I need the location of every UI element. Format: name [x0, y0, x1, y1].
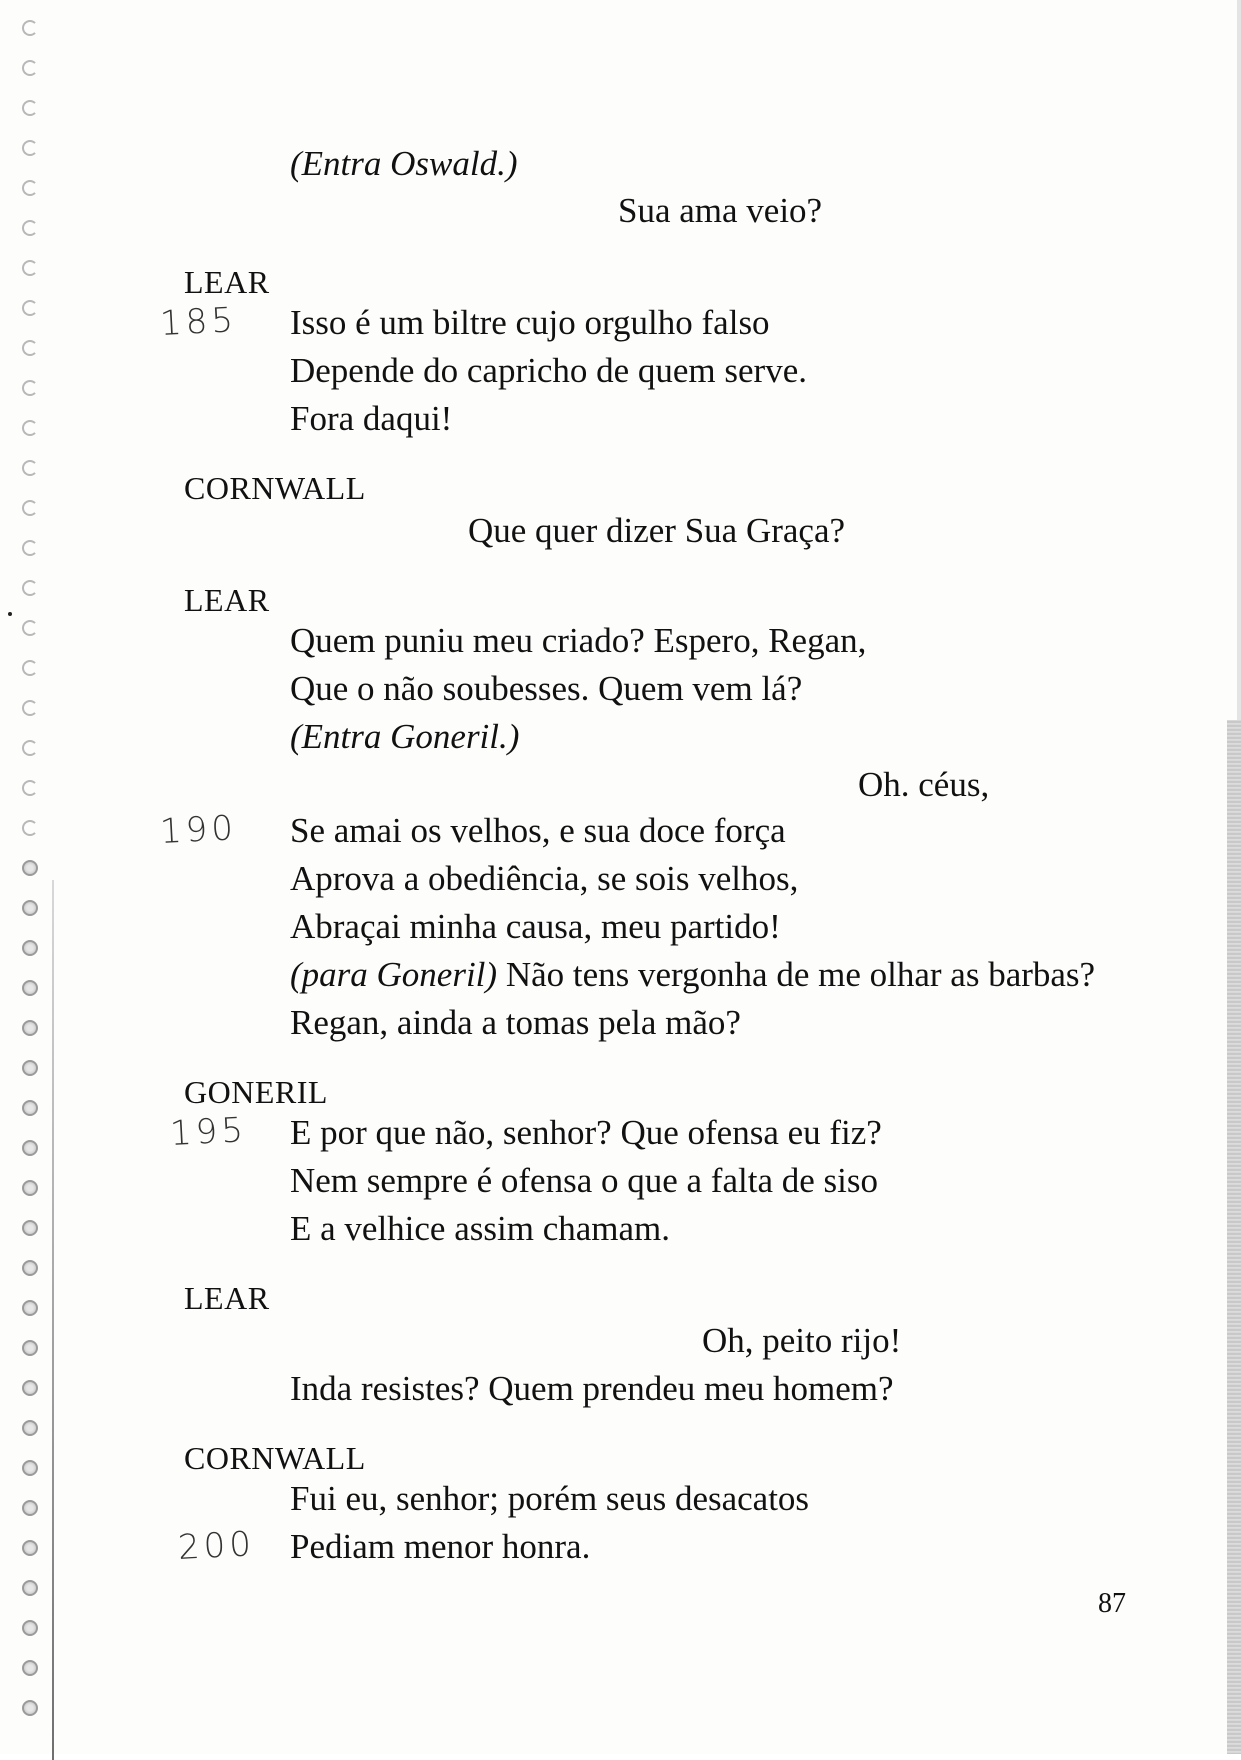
speaker-lear: LEAR [184, 582, 270, 618]
speaker-cornwall: CORNWALL [184, 470, 366, 506]
verse-line: Fui eu, senhor; porém seus desacatos [290, 1479, 810, 1518]
handwritten-line-number-185: 185 [159, 300, 238, 344]
verse-line: Oh, peito rijo! [702, 1321, 902, 1360]
verse-line: Pediam menor honra. [290, 1527, 591, 1566]
speaker-lear: LEAR [184, 1280, 270, 1316]
verse-line [290, 954, 1095, 996]
stage-direction-para-goneril: (para Goneril) [290, 955, 498, 994]
verse-line: Se amai os velhos, e sua doce força [290, 811, 786, 850]
verse-line: Isso é um biltre cujo orgulho falso [290, 303, 770, 342]
verse-line: Fora daqui! [290, 399, 453, 438]
verse-line: Sua ama veio? [618, 191, 823, 230]
handwritten-line-number-190: 190 [159, 808, 238, 852]
page-number: 87 [1098, 1588, 1126, 1619]
handwritten-line-number-195: 195 [169, 1110, 248, 1154]
speaker-goneril: GONERIL [184, 1074, 328, 1110]
handwritten-line-number-200: 200 [177, 1524, 256, 1568]
verse-line: Nem sempre é ofensa o que a falta de siso [290, 1161, 878, 1200]
verse-line: Quem puniu meu criado? Espero, Regan, [290, 621, 867, 660]
verse-line: Depende do capricho de quem serve. [290, 351, 808, 390]
verse-line: Que quer dizer Sua Graça? [468, 511, 846, 550]
verse-line: Inda resistes? Quem prendeu meu homem? [290, 1369, 894, 1408]
verse-line: E por que não, senhor? Que ofensa eu fiz? [290, 1113, 882, 1152]
speaker-cornwall: CORNWALL [184, 1440, 366, 1476]
verse-line: Aprova a obediência, se sois velhos, [290, 859, 799, 898]
verse-line: Que o não soubesses. Quem vem lá? [290, 669, 803, 708]
verse-text: Não tens vergonha de me olhar as barbas? [505, 955, 1096, 994]
stage-direction-oswald: (Entra Oswald.) [290, 144, 518, 183]
speaker-lear: LEAR [184, 264, 270, 300]
verse-line: Abraçai minha causa, meu partido! [290, 907, 781, 946]
stage-direction-goneril: (Entra Goneril.) [290, 717, 520, 756]
verse-line: Regan, ainda a tomas pela mão? [290, 1003, 741, 1042]
verse-line: E a velhice assim chamam. [290, 1209, 670, 1248]
verse-line: Oh. céus, [858, 765, 990, 804]
